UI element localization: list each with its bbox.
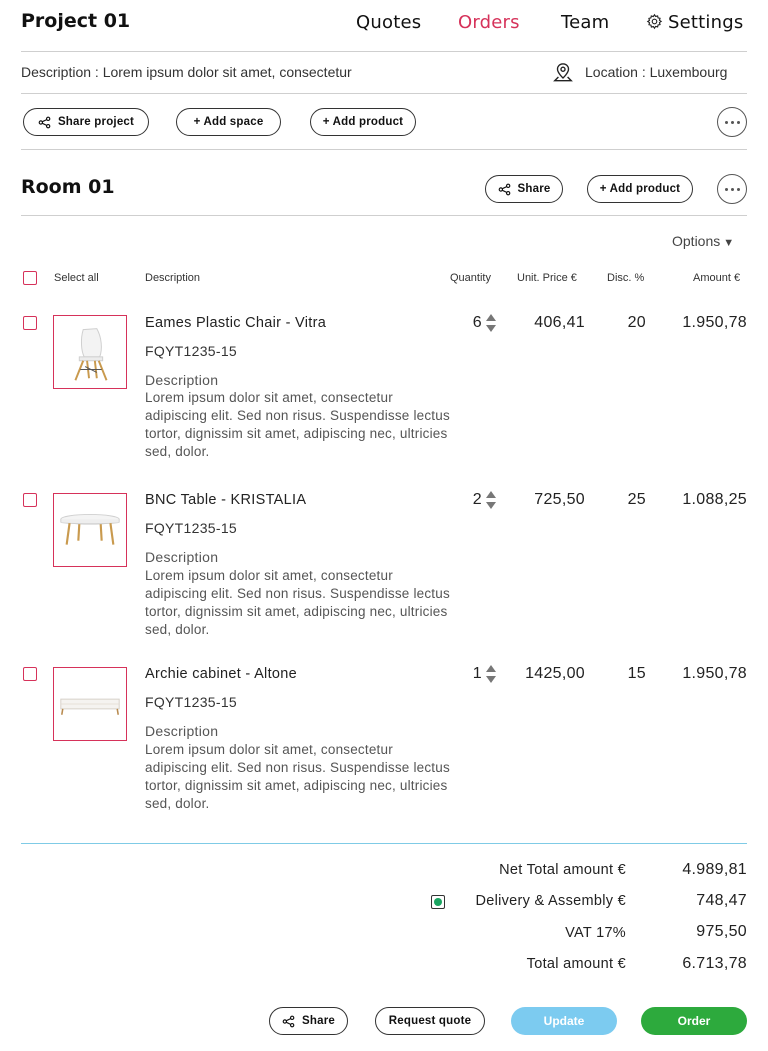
amount: 1.950,78	[682, 665, 747, 682]
discount: 15	[627, 665, 646, 682]
col-discount: Disc. %	[607, 272, 645, 284]
table-icon	[54, 494, 126, 566]
quantity-stepper-icon[interactable]	[485, 313, 497, 333]
order-button[interactable]: Order	[641, 1007, 747, 1035]
total-label: Total amount €	[526, 956, 626, 972]
product-name[interactable]: Archie cabinet - Altone	[145, 666, 297, 682]
row-checkbox[interactable]	[23, 493, 37, 507]
share-project-label: Share project	[57, 116, 135, 128]
share-icon	[282, 1015, 295, 1028]
col-description: Description	[145, 272, 201, 284]
amount: 1.950,78	[682, 314, 747, 331]
amount: 1.088,25	[682, 491, 747, 508]
select-all-checkbox[interactable]	[23, 271, 37, 285]
add-space-button[interactable]: + Add space	[176, 108, 281, 136]
product-desc: Lorem ipsum dolor sit amet, consectetur adipiscing elit. Sed non risus. Suspendisse lectus tortor, dignissim sit amet, adipiscing nec, ultricies sed, dolor.	[145, 568, 450, 637]
update-button[interactable]: Update	[511, 1007, 617, 1035]
project-more-button[interactable]	[717, 107, 747, 137]
chair-icon	[54, 316, 126, 388]
room-add-product-button[interactable]: + Add product	[587, 175, 693, 203]
request-quote-button[interactable]: Request quote	[375, 1007, 485, 1035]
unit-price: 1425,00	[525, 665, 585, 682]
product-thumbnail[interactable]	[53, 315, 127, 389]
room-title: Room 01	[21, 176, 115, 198]
quantity-stepper-icon[interactable]	[485, 664, 497, 684]
discount: 20	[627, 314, 646, 331]
col-unit-price: Unit. Price €	[517, 272, 577, 284]
tab-quotes[interactable]: Quotes	[356, 12, 422, 33]
share-project-button[interactable]	[23, 108, 149, 136]
options-label: Options	[672, 233, 721, 249]
divider	[21, 93, 747, 94]
footer-share-label: Share	[302, 1015, 335, 1027]
totals-divider	[21, 843, 747, 844]
room-share-label: Share	[517, 183, 551, 195]
delivery-toggle[interactable]	[431, 895, 445, 909]
product-desc-label: Description	[145, 549, 219, 565]
caret-down-icon: ▼	[723, 237, 735, 249]
project-title: Project 01	[21, 10, 131, 32]
quantity-value[interactable]: 2	[472, 491, 482, 508]
tab-settings-label: Settings	[668, 12, 744, 33]
cabinet-icon	[54, 668, 126, 740]
location-pin-icon	[552, 61, 574, 83]
quantity-value[interactable]: 6	[472, 314, 482, 331]
net-total-value: 4.989,81	[682, 861, 747, 878]
footer-share-button[interactable]	[269, 1007, 348, 1035]
delivery-label: Delivery & Assembly €	[475, 893, 626, 909]
add-product-button[interactable]: + Add product	[310, 108, 416, 136]
project-location: Location : Luxembourg	[585, 64, 728, 80]
net-total-label: Net Total amount €	[499, 862, 626, 878]
product-ref: FQYT1235-15	[145, 343, 238, 359]
delivery-value: 748,47	[696, 892, 747, 909]
project-description: Description : Lorem ipsum dolor sit amet, consectetur	[21, 64, 352, 80]
unit-price: 725,50	[534, 491, 585, 508]
share-icon	[498, 183, 511, 196]
product-desc: Lorem ipsum dolor sit amet, consectetur adipiscing elit. Sed non risus. Suspendisse lectus tortor, dignissim sit amet, adipiscing nec, ultricies sed, dolor.	[145, 390, 450, 459]
row-checkbox[interactable]	[23, 316, 37, 330]
product-thumbnail[interactable]	[53, 667, 127, 741]
product-ref: FQYT1235-15	[145, 520, 238, 536]
share-icon	[38, 116, 51, 129]
unit-price: 406,41	[534, 314, 585, 331]
tab-team[interactable]: Team	[561, 12, 610, 33]
product-desc-label: Description	[145, 723, 219, 739]
total-value: 6.713,78	[682, 955, 747, 972]
product-thumbnail[interactable]	[53, 493, 127, 567]
divider	[21, 149, 747, 150]
vat-label: VAT 17%	[565, 925, 626, 941]
tab-settings[interactable]	[646, 12, 743, 33]
quantity-value[interactable]: 1	[472, 665, 482, 682]
product-name[interactable]: Eames Plastic Chair - Vitra	[145, 315, 327, 331]
row-checkbox[interactable]	[23, 667, 37, 681]
col-quantity: Quantity	[450, 272, 491, 284]
room-share-button[interactable]	[485, 175, 563, 203]
gear-icon	[646, 13, 663, 30]
room-more-button[interactable]	[717, 174, 747, 204]
options-dropdown[interactable]	[672, 233, 734, 249]
divider	[21, 51, 747, 52]
quantity-stepper-icon[interactable]	[485, 490, 497, 510]
select-all-label: Select all	[54, 272, 99, 284]
discount: 25	[627, 491, 646, 508]
col-amount: Amount €	[693, 272, 741, 284]
divider	[21, 215, 747, 216]
product-desc: Lorem ipsum dolor sit amet, consectetur adipiscing elit. Sed non risus. Suspendisse lectus tortor, dignissim sit amet, adipiscing nec, ultricies sed, dolor.	[145, 742, 450, 811]
product-desc-label: Description	[145, 372, 219, 388]
product-ref: FQYT1235-15	[145, 694, 238, 710]
product-name[interactable]: BNC Table - KRISTALIA	[145, 492, 307, 508]
tab-orders[interactable]: Orders	[458, 12, 520, 33]
vat-value: 975,50	[696, 923, 747, 940]
